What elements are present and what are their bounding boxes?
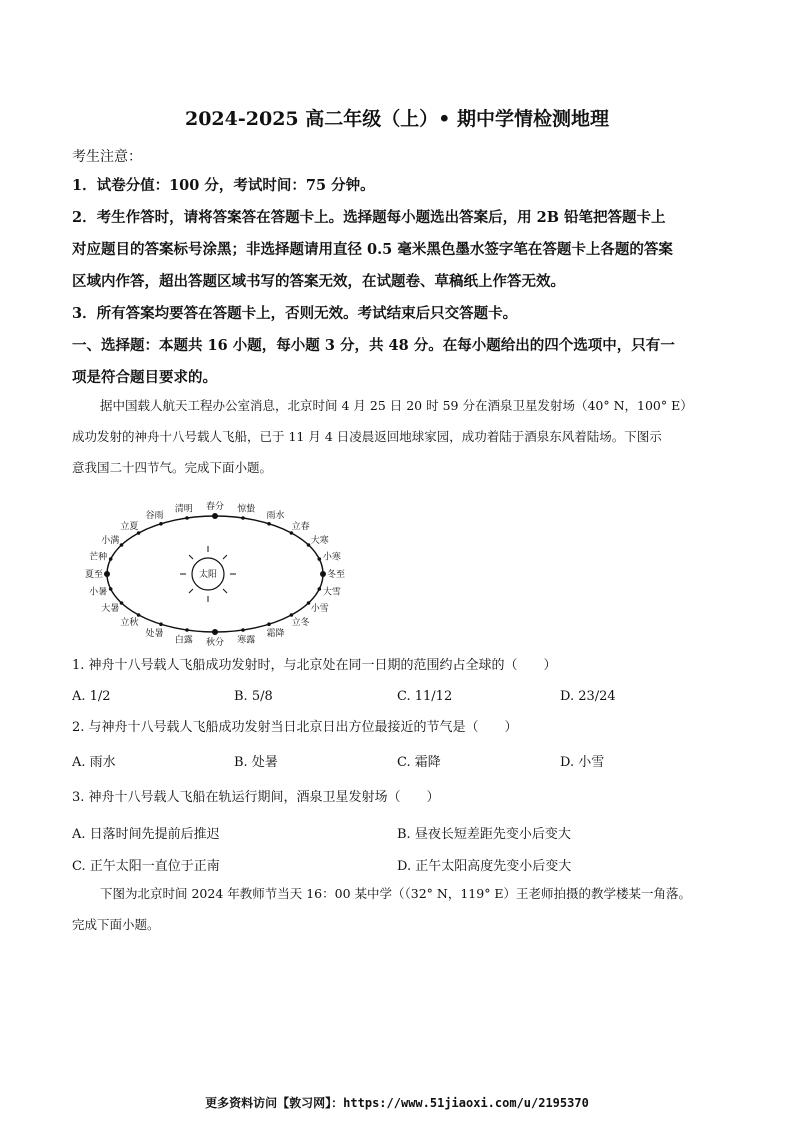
term-label: 白露 [174, 635, 193, 646]
term-dot [267, 622, 271, 626]
term-label: 清明 [174, 504, 193, 515]
notice-heading: 考生注意： [72, 149, 142, 165]
term-label: 小雪 [310, 604, 329, 614]
q3-option-d[interactable]: D. 正午太阳高度先变小后变大 [397, 859, 572, 874]
term-label: 惊蛰 [237, 504, 256, 515]
q3-option-c[interactable]: C. 正午太阳一直位于正南 [72, 859, 220, 874]
term-dot [212, 513, 218, 519]
term-dot [318, 587, 322, 591]
term-label: 秋分 [205, 638, 225, 648]
term-label: 冬至 [326, 570, 346, 580]
q1-stem: 1. 神舟十八号载人飞船成功发射时，与北京处在同一日期的范围约占全球的（ ） [72, 658, 557, 673]
term-label: 立春 [291, 521, 310, 532]
q2-stem: 2. 与神舟十八号载人飞船成功发射当日北京日出方位最接近的节气是（ ） [72, 720, 518, 735]
section-heading-line-1: 一、选择题：本题共 16 小题，每小题 3 分，共 48 分。在每小题给出的四个选项中，只有一 [72, 337, 675, 354]
term-label: 立夏 [120, 521, 139, 532]
term-label: 谷雨 [145, 511, 164, 522]
term-dot [109, 587, 113, 591]
term-label: 春分 [205, 502, 225, 512]
term-label: 大暑 [101, 604, 120, 614]
q2-option-b[interactable]: B. 处暑 [234, 755, 278, 770]
notice-item-3: 3．所有答案均要答在答题卡上，否则无效。考试结束后只交答题卡。 [72, 305, 518, 322]
q2-option-c[interactable]: C. 霜降 [397, 755, 441, 770]
passage-2-line-1: 下图为北京时间 2024 年教师节当天 16：00 某中学（（32° N，119° E）王老师拍摄的教学楼某一角落。 [100, 886, 692, 901]
term-dot [290, 613, 294, 617]
term-dot [159, 522, 163, 526]
term-label: 小暑 [89, 587, 108, 598]
passage-1-cont [72, 421, 722, 483]
term-dot [185, 628, 189, 632]
term-label: 寒露 [237, 635, 256, 646]
q2-option-d[interactable]: D. 小雪 [560, 755, 605, 770]
term-label: 立冬 [291, 618, 310, 629]
term-dot [109, 557, 113, 561]
passage-1-line-3: 意我国二十四节气。完成下面小题。 [72, 460, 273, 475]
q3-option-b[interactable]: B. 昼夜长短差距先变小后变大 [397, 827, 571, 842]
notice-item-2-line-3: 区域内作答，超出答题区域书写的答案无效，在试题卷、草稿纸上作答无效。 [72, 273, 565, 290]
term-dot [159, 622, 163, 626]
term-dot [212, 629, 218, 635]
term-label: 大寒 [310, 536, 329, 546]
page-title: 2024-2025 高二年级（上）• 期中学情检测地理 [184, 108, 610, 130]
term-dot [307, 543, 311, 547]
term-dot [320, 571, 326, 577]
q3-option-a[interactable]: A. 日落时间先提前后推迟 [72, 827, 220, 842]
term-dot [241, 516, 245, 520]
q1-option-b[interactable]: B. 5/8 [234, 689, 273, 704]
q1-option-d[interactable]: D. 23/24 [560, 689, 616, 704]
q1-option-c[interactable]: C. 11/12 [397, 689, 453, 704]
passage-1-line-2: 成功发射的神舟十八号载人飞船，已于 11 月 4 日凌晨返回地球家园，成功着陆于酒泉东风着陆场。下图示 [72, 429, 662, 444]
term-label: 夏至 [84, 570, 104, 580]
notice-item-2-line-1: 2．考生作答时，请将答案答在答题卡上。选择题每小题选出答案后，用 2B 铅笔把答题卡上 [72, 209, 666, 226]
passage-2-line-2: 完成下面小题。 [72, 917, 160, 932]
term-dot [307, 601, 311, 605]
term-label: 大雪 [322, 587, 341, 598]
q1-option-a[interactable]: A. 1/2 [72, 689, 111, 704]
notice-block [72, 170, 722, 394]
section-heading-line-2: 项是符合题目要求的。 [72, 369, 217, 386]
term-label: 霜降 [266, 628, 285, 639]
passage-1 [100, 390, 750, 421]
term-dot [241, 628, 245, 632]
term-label: 小满 [101, 536, 120, 546]
footer-link[interactable]: 更多资料访问【敦习网】：https://www.51jiaoxi.com/u/2195370 [205, 1096, 589, 1110]
term-label: 芒种 [89, 552, 108, 563]
term-dot [267, 522, 271, 526]
solar-terms-diagram [80, 494, 350, 654]
term-dot [120, 543, 124, 547]
term-dot [185, 516, 189, 520]
term-dot [318, 557, 322, 561]
notice-item-2-line-2: 对应题目的答案标号涂黑；非选择题请用直径 0.5 毫米黑色墨水签字笔在答题卡上各题的答案 [72, 241, 673, 258]
notice-item-1: 1．试卷分值：100 分，考试时间：75 分钟。 [72, 177, 375, 194]
sun-label: 太阳 [198, 570, 218, 580]
passage-1-line-1: 据中国载人航天工程办公室消息，北京时间 4 月 25 日 20 时 59 分在酒泉卫星发射场（40° N，100° E） [100, 398, 693, 413]
q2-option-a[interactable]: A. 雨水 [72, 755, 116, 770]
term-label: 处暑 [145, 628, 164, 639]
term-label: 立秋 [120, 618, 139, 629]
term-dot [104, 571, 110, 577]
term-label: 小寒 [322, 552, 341, 563]
q3-stem: 3. 神舟十八号载人飞船在轨运行期间，酒泉卫星发射场（ ） [72, 790, 440, 805]
term-label: 雨水 [266, 511, 285, 522]
term-dot [137, 613, 141, 617]
term-dot [120, 601, 124, 605]
